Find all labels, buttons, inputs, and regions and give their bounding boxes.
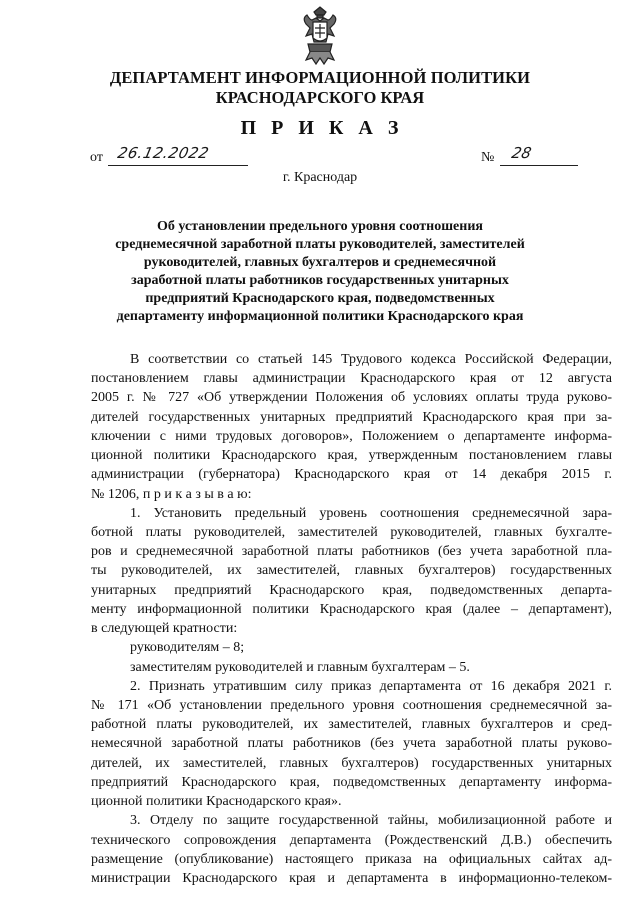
body-line: в следующей кратности: (91, 621, 238, 637)
body-line: дителей, их заместителей, главных бухгалтеров) государственных унитарных (91, 755, 612, 771)
body-line: ключении с ними трудовых договоров», Положением о департаменте информа- (91, 428, 612, 444)
body-line: № 1206, п р и к а з ы в а ю: (91, 486, 252, 502)
body-line: ционной политики Краснодарского края, утвержденным постановлением главы (91, 448, 612, 464)
body-line: менту информационной политики Краснодарского края (далее – департамент), (91, 601, 612, 617)
department-name-line1: ДЕПАРТАМЕНТ ИНФОРМАЦИОННОЙ ПОЛИТИКИ (109, 68, 531, 87)
number-prefix: № (481, 150, 495, 165)
body-line: В соответствии со статьей 145 Трудового кодекса Российской Федерации, (130, 352, 612, 367)
title-line: предприятий Краснодарского края, подведомственных (145, 291, 495, 306)
body-line: руководителям – 8; (130, 640, 245, 656)
body-line: 2. Признать утратившим силу приказ департамента от 16 декабря 2021 г. (130, 678, 612, 694)
body-line: размещение (опубликование) настоящего приказа на официальных сайтах ад- (91, 851, 612, 867)
body-line: ты руководителей, их заместителей, главных бухгалтеров) государственных (91, 563, 612, 579)
body-line: работной платы руководителей, их заместителей, главных бухгалтеров и сред- (91, 717, 612, 733)
number-field (500, 146, 578, 166)
body-line: ционной политики Краснодарского края». (91, 794, 342, 810)
number-value: 28 (510, 144, 534, 162)
title-line: заработной платы работников государственных унитарных (131, 273, 509, 288)
body-line: немесячной заработной платы работников (без учета заработной платы руково- (91, 736, 612, 752)
body-line: постановлением главы администрации Краснодарского края от 12 августа (91, 371, 612, 387)
date-value: 26.12.2022 (116, 144, 211, 162)
city-label: г. Краснодар (282, 170, 358, 185)
body-line: ров и среднемесячной заработной платы работников (без учета заработной пла- (91, 544, 612, 560)
body-line: предприятий Краснодарского края, подведомственных департаменту информа- (91, 774, 612, 790)
body-line: заместителям руководителей и главным бухгалтерам – 5. (130, 659, 470, 675)
title-line: Об установлении предельного уровня соотношения (157, 219, 483, 234)
body-line: администрации (губернатора) Краснодарского края от 14 декабря 2015 г. (91, 467, 612, 483)
body-line: технического сопровождения департамента (Рождественский Д.В.) обеспечить (91, 832, 612, 848)
body-line: 1. Установить предельный уровень соотношения среднемесячной зара- (130, 505, 612, 521)
department-name-line2: КРАСНОДАРСКОГО КРАЯ (215, 88, 425, 107)
body-line: ботной платы руководителей, заместителей руководителей, главных бухгалте- (91, 525, 612, 540)
title-line: департаменту информационной политики Краснодарского края (116, 309, 524, 324)
title-line: среднемесячной заработной платы руководителей, заместителей (115, 237, 525, 252)
date-prefix: от (90, 150, 103, 165)
body-line: унитарных предприятий Краснодарского края, подведомственных департа- (91, 582, 612, 598)
title-line: руководителей, главных бухгалтеров и среднемесячной (143, 255, 497, 270)
body-line: министрации Краснодарского края и департамента в информационно-телеком- (91, 871, 612, 886)
body-line: 3. Отделу по защите государственной тайны, мобилизационной работе и (130, 813, 612, 829)
coat-of-arms-icon (298, 6, 342, 66)
body-line: № 171 «Об установлении предельного уровня соотношения среднемесячной за- (91, 698, 612, 713)
body-line: 2005 г. № 727 «Об утверждении Положения об условиях оплаты труда руково- (91, 390, 612, 406)
body-line: дителей государственных унитарных предприятий Краснодарского края при за- (91, 409, 612, 425)
order-heading: П Р И К А З (240, 117, 404, 139)
date-field (108, 146, 248, 166)
